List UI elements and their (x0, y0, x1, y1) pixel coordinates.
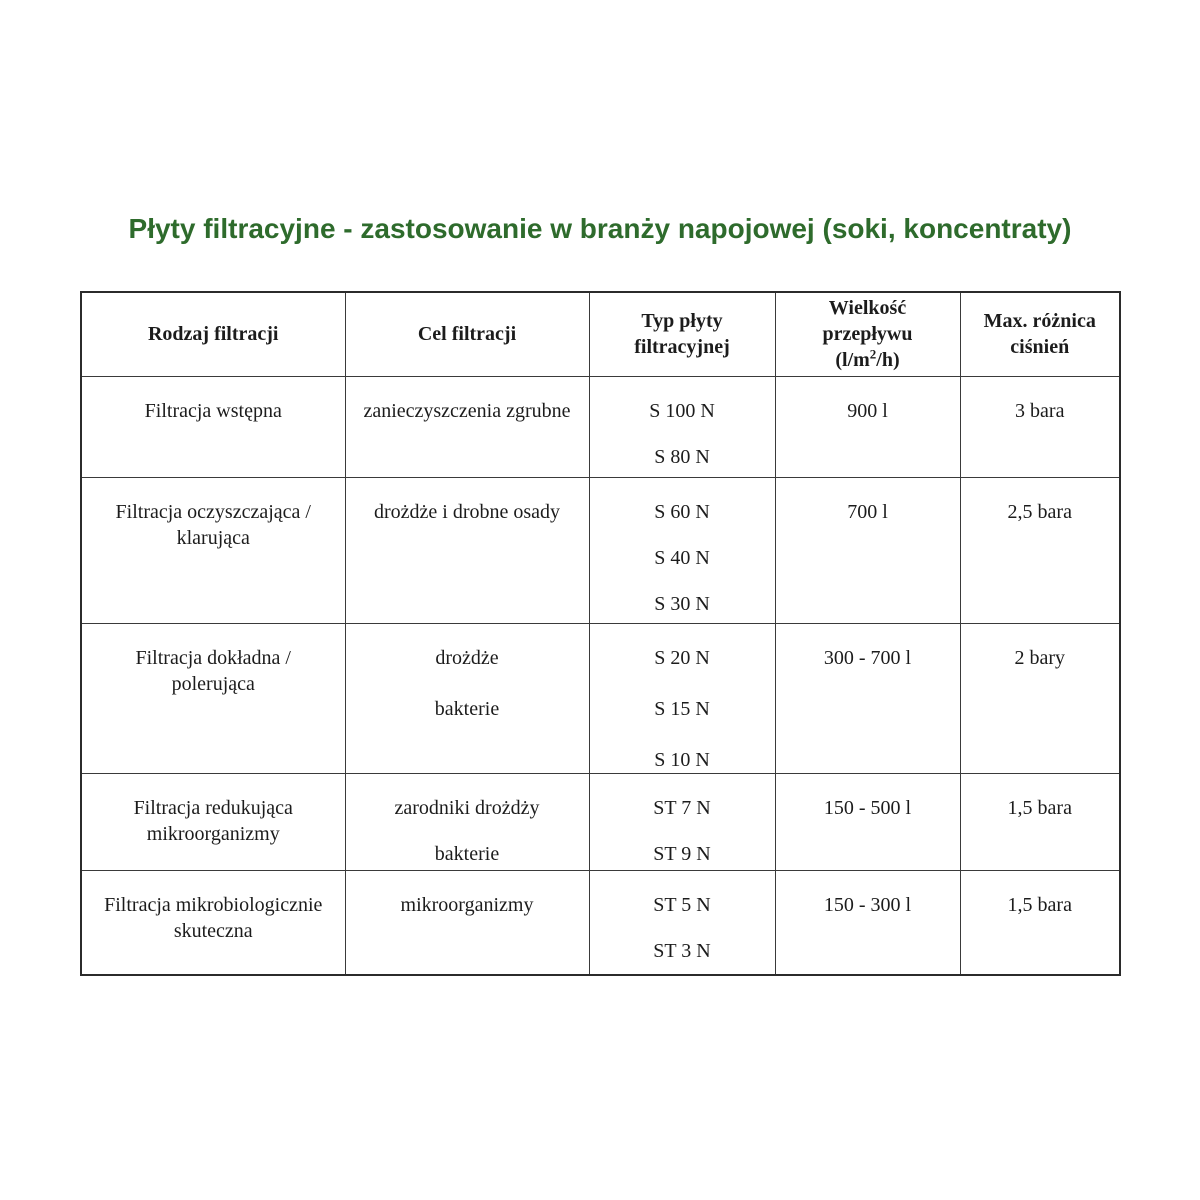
cell-line: Filtracja dokładna / (135, 646, 291, 669)
table-row (81, 623, 1120, 773)
table-row (81, 477, 1120, 623)
table-row (81, 870, 1120, 975)
cell-cel-filtracji (345, 870, 589, 975)
cell-line: klarująca (176, 526, 250, 549)
cell-line: zarodniki drożdży (394, 796, 540, 819)
cell-line: bakterie (434, 842, 500, 865)
cell-line: S 30 N (654, 592, 710, 615)
cell-przeplyw (775, 623, 960, 773)
cell-rodzaj-filtracji (81, 870, 345, 975)
header-label: Max. różnica (983, 310, 1096, 333)
cell-cisnienie (960, 623, 1120, 773)
cell-typ-plyty (589, 773, 775, 870)
cell-cel-filtracji (345, 477, 589, 623)
cell-line: 1,5 bara (1007, 796, 1072, 819)
cell-line: S 60 N (654, 500, 710, 523)
cell-line: polerująca (171, 672, 255, 695)
cell-przeplyw (775, 870, 960, 975)
cell-line: ST 9 N (653, 842, 711, 865)
cell-line: S 20 N (654, 646, 710, 669)
cell-line: S 40 N (654, 546, 710, 569)
cell-cisnienie (960, 376, 1120, 477)
page-title: Płyty filtracyjne - zastosowanie w branży napojowej (soki, koncentraty) (128, 213, 1072, 244)
cell-przeplyw (775, 477, 960, 623)
cell-line: 3 bara (1015, 399, 1065, 422)
header-label: filtracyjnej (634, 336, 730, 359)
cell-line: mikroorganizmy (146, 822, 280, 845)
cell-line: 1,5 bara (1007, 893, 1072, 916)
cell-line: S 10 N (654, 748, 710, 771)
header-max-roznica-cisnien (960, 292, 1120, 376)
header-wielkosc-przeplywu (775, 292, 960, 376)
cell-line: Filtracja mikrobiologicznie (104, 893, 323, 916)
cell-line: 150 - 300 l (823, 893, 912, 916)
table-row (81, 376, 1120, 477)
cell-line: Filtracja redukująca (133, 796, 293, 819)
cell-typ-plyty (589, 477, 775, 623)
units-suffix: /h) (876, 349, 900, 372)
cell-rodzaj-filtracji (81, 773, 345, 870)
cell-przeplyw (775, 376, 960, 477)
header-rodzaj-filtracji (81, 292, 345, 376)
cell-cisnienie (960, 773, 1120, 870)
cell-line: Filtracja oczyszczająca / (115, 500, 311, 523)
cell-typ-plyty (589, 870, 775, 975)
cell-cel-filtracji (345, 773, 589, 870)
cell-typ-plyty (589, 376, 775, 477)
cell-rodzaj-filtracji (81, 477, 345, 623)
cell-line: skuteczna (173, 919, 253, 942)
header-row (81, 292, 1120, 376)
cell-line: ST 5 N (653, 893, 711, 916)
cell-cel-filtracji (345, 376, 589, 477)
cell-line: 300 - 700 l (823, 646, 912, 669)
table-row (81, 773, 1120, 870)
units-prefix: (l/m (835, 349, 870, 372)
cell-line: 150 - 500 l (823, 796, 912, 819)
cell-przeplyw (775, 773, 960, 870)
cell-rodzaj-filtracji (81, 376, 345, 477)
cell-line: 2,5 bara (1007, 500, 1072, 523)
cell-cel-filtracji (345, 623, 589, 773)
cell-line: S 100 N (649, 399, 715, 422)
cell-cisnienie (960, 477, 1120, 623)
header-label: Wielkość (828, 297, 907, 320)
cell-line: ST 3 N (653, 939, 711, 962)
cell-line: ST 7 N (653, 796, 711, 819)
header-typ-plyty (589, 292, 775, 376)
cell-line: mikroorganizmy (400, 893, 534, 916)
cell-rodzaj-filtracji (81, 623, 345, 773)
cell-line: zanieczyszczenia zgrubne (363, 399, 571, 422)
filtration-table (80, 291, 1121, 976)
header-label: Cel filtracji (417, 323, 517, 346)
cell-line: 700 l (847, 500, 888, 523)
header-label: Typ płyty (641, 310, 723, 333)
cell-cisnienie (960, 870, 1120, 975)
cell-line: bakterie (434, 697, 500, 720)
header-cel-filtracji (345, 292, 589, 376)
cell-typ-plyty (589, 623, 775, 773)
header-label: Rodzaj filtracji (147, 323, 279, 346)
cell-line: Filtracja wstępna (144, 399, 282, 422)
cell-line: 900 l (847, 399, 888, 422)
header-label-units (776, 347, 960, 373)
units-superscript: 2 (869, 346, 877, 362)
cell-line: 2 bary (1014, 646, 1066, 669)
header-label: przepływu (822, 323, 913, 346)
cell-line: S 15 N (654, 697, 710, 720)
cell-line: drożdże (435, 646, 499, 669)
cell-line: drożdże i drobne osady (373, 500, 561, 523)
cell-line: S 80 N (654, 445, 710, 468)
header-label: ciśnień (1010, 336, 1070, 359)
